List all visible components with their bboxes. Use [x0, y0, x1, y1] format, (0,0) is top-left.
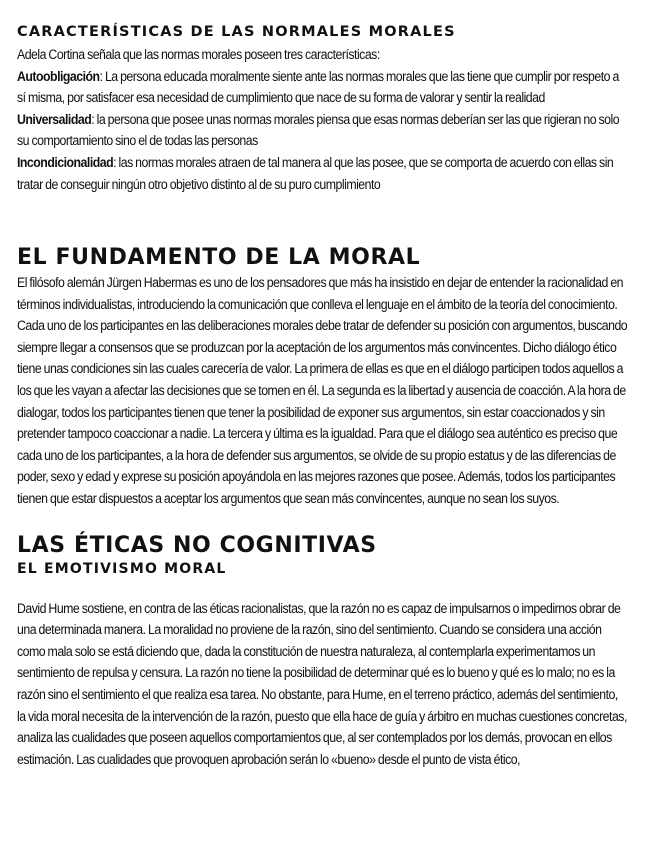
characteristic-universalidad	[17, 109, 629, 152]
intro-paragraph: Adela Cortina señala que las normas morales poseen tres características:	[17, 47, 380, 62]
term-autoobligacion: Autoobligación	[17, 68, 100, 84]
characteristic-autoobligacion	[17, 66, 629, 109]
section-title-eticas: LAS ÉTICAS NO COGNITIVAS	[17, 532, 377, 558]
term-incondicionalidad: Incondicionalidad	[17, 154, 114, 170]
document-page	[17, 22, 629, 770]
paragraph-habermas: El filósofo alemán Jürgen Habermas es uno de los pensadores que más ha insistido en dejar de entender la racionalidad en términos individualistas, introduciendo la comunicación que conlleva el lenguaje en el ámbito de la teoría del conocimiento. Cada uno de los participantes en las deliberaciones morales debe tratar de defender su posición con argumentos, buscando siempre llegar a consensos que se produzcan por la aceptación de los argumentos más convincentes. Dicho diálogo ético tiene unas condiciones sin las cuales carecería de valor. La primera de ellas es que en el diálogo participen todos aquellos a los que les vayan a afectar las decisiones que se tomen en él. La segunda es la libertad y ausencia de coacción. A la hora de dialogar, todos los participantes tienen que tener la posibilidad de exponer sus argumentos, sin estar coaccionados y sin pretender tampoco coaccionar a nadie. La tercera y última es la igualdad. Para que el diálogo sea auténtico es preciso que cada uno de los participantes, a la hora de defender sus argumentos, se olvide de su propio estatus y de las diferencias de poder, sexo y edad y exprese su posición apoyándola en las mejores razones que posee. Además, todos los participantes tienen que estar dispuestos a aceptar los argumentos que sean más convincentes, aunque no sean los suyos.	[17, 275, 628, 506]
characteristic-incondicionalidad	[17, 152, 629, 195]
subsection-title-emotivismo: EL EMOTIVISMO MORAL	[17, 560, 227, 577]
section-caracteristicas	[17, 22, 629, 222]
paragraph-hume: David Hume sostiene, en contra de las éticas racionalistas, que la razón no es capaz de impulsarnos o impedirnos obrar de una determinada manera. La moralidad no proviene de la razón, sino del sentimiento. Cuando se considera una acción como mala solo se está diciendo que, dada la constitución de nuestra naturaleza, al contemplarla experimentamos un sentimiento de repulsa y censura. La razón no tiene la posibilidad de determinar qué es lo bueno y qué es lo malo; no es la razón sino el sentimiento el que realiza esa tarea. No obstante, para Hume, en el terreno práctico, además del sentimiento, la vida moral necesita de la intervención de la razón, puesto que ella hace de guía y árbitro en muchas cuestiones concretas, analiza las cualidades que poseen aquellos comportamientos que, al ser contemplados por los demás, provocan en ellos estimación. Las cualidades que provoquen aprobación serán lo «bueno» desde el punto de vista ético,	[17, 600, 627, 767]
definition-autoobligacion: : La persona educada moralmente siente ante las normas morales que las tiene que cumplir por respeto a sí misma, por satisfacer esa necesidad de cumplimiento que nace de su forma de valorar y sentir la realidad	[17, 68, 619, 106]
section-title-caracteristicas: CARACTERÍSTICAS DE LAS NORMALES MORALES	[17, 24, 456, 40]
section-title-fundamento: EL FUNDAMENTO DE LA MORAL	[17, 245, 421, 270]
term-universalidad: Universalidad	[17, 111, 92, 127]
definition-incondicionalidad: : las normas morales atraen de tal manera al que las posee, que se comporta de acuerdo con ellas sin tratar de conseguir ningún otro objetivo distinto al de su puro cumplimiento	[17, 154, 614, 192]
section-eticas-no-cognitivas	[17, 532, 629, 771]
definition-universalidad: : la persona que posee unas normas morales piensa que esas normas deberían ser las que rigieran no solo su comportamiento sino el de todas las personas	[17, 111, 620, 149]
section-fundamento	[17, 244, 629, 510]
